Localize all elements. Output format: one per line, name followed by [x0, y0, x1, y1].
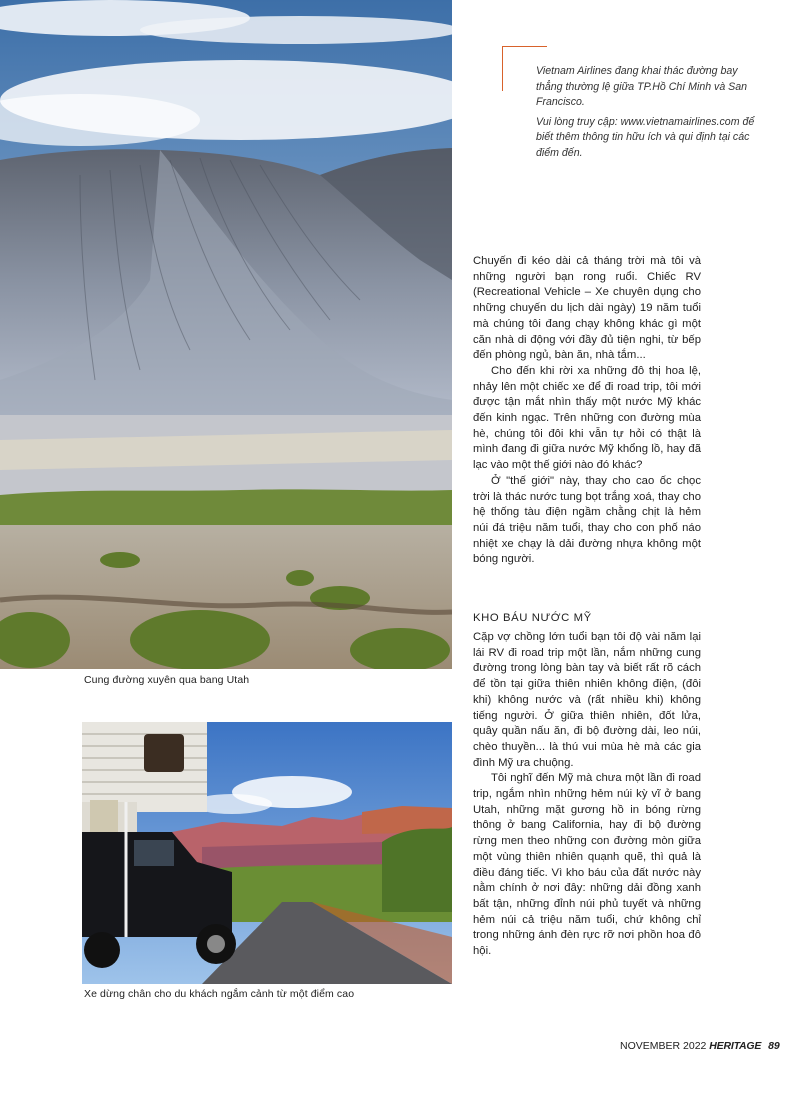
- paragraph: Cặp vợ chồng lớn tuổi bạn tôi độ vài năm lại lái RV đi road trip một lần, nắm những cung đường trong lòng bàn tay và biết rất rõ cách để tồn tại giữa thiên nhiên không điện, (đôi khi) không nước và (rất nhiều khi) không tiếng người. Ở giữa thiên nhiên, đốt lửa, quây quần nấu ăn, đi bộ đường dài, leo núi, chèo thuyền... là thú vui mùa hè mà các gia đình Mỹ ưa chuộng.: [473, 631, 701, 769]
- article-body-section: [473, 630, 701, 960]
- page-number: 89: [768, 1040, 780, 1052]
- paragraph: Cho đến khi rời xa những đô thị hoa lệ, nhảy lên một chiếc xe để đi road trip, tôi mới được tận mắt nhìn thấy một nước Mỹ khác đến kinh ngạc. Trên những con đường mùa hè, chúng tôi đôi khi vẫn tự hỏi có thật là mình đang đi giữa nước Mỹ khổng lồ, hay đã lạc vào một thế giới nào đó khác?: [473, 364, 701, 472]
- rv-truck-photo: [82, 722, 452, 984]
- paragraph: Tôi nghĩ đến Mỹ mà chưa một lần đi road trip, ngắm nhìn những hẻm núi kỳ vĩ ở bang Utah, những mặt gương hồ in bóng rừng thông ở bang California, hay đi bộ đường rừng men theo những con đường mòn giữa một vùng thiên nhiên quạnh quẽ, thì quả là điều đáng tiếc. Vì kho báu của đất nước này nằm chính ở nơi đây: những dải đồng xanh bất tận, những đỉnh núi phủ tuyết và những hẻm núi cả triệu năm tuổi, chứ không chỉ trong những ánh đèn rực rỡ nơi phồn hoa đô hội.: [473, 772, 701, 958]
- airline-note: [536, 64, 766, 166]
- page-footer: [620, 1040, 780, 1052]
- article-body-intro: [473, 254, 701, 568]
- utah-badlands-photo: [0, 0, 452, 669]
- note-line-2: Vui lòng truy cập: www.vietnamairlines.com để biết thêm thông tin hữu ích và qui định tại các điểm đến.: [536, 115, 755, 159]
- paragraph: Ở "thế giới" này, thay cho cao ốc chọc trời là thác nước tung bọt trắng xoá, thay cho hệ thống tàu điện ngầm chằng chịt là hẻm núi đá triệu năm tuổi, thay cho con phố náo nhiệt xe chạy là dải đường nhựa không một bóng người.: [473, 474, 701, 566]
- paragraph: Chuyến đi kéo dài cả tháng trời mà tôi và những người bạn rong ruổi. Chiếc RV (Recreational Vehicle – Xe chuyên dụng cho những chuyến du lịch dài ngày) 19 năm tuổi mà chúng tôi đang chạy không khác gì một căn nhà di động với đầy đủ tiện nghi, từ bếp đến phòng ngủ, bàn ăn, nhà tắm...: [473, 255, 701, 362]
- magazine-brand: HERITAGE: [709, 1040, 762, 1052]
- photo2-caption: Xe dừng chân cho du khách ngắm cảnh từ một điểm cao: [84, 988, 355, 1000]
- note-line-1: Vietnam Airlines đang khai thác đường bay thẳng thường lệ giữa TP.Hồ Chí Minh và San Francisco.: [536, 65, 748, 109]
- issue-date: NOVEMBER 2022: [620, 1040, 707, 1052]
- photo1-caption: Cung đường xuyên qua bang Utah: [84, 674, 250, 686]
- section-heading: KHO BÁU NƯỚC MỸ: [473, 612, 592, 624]
